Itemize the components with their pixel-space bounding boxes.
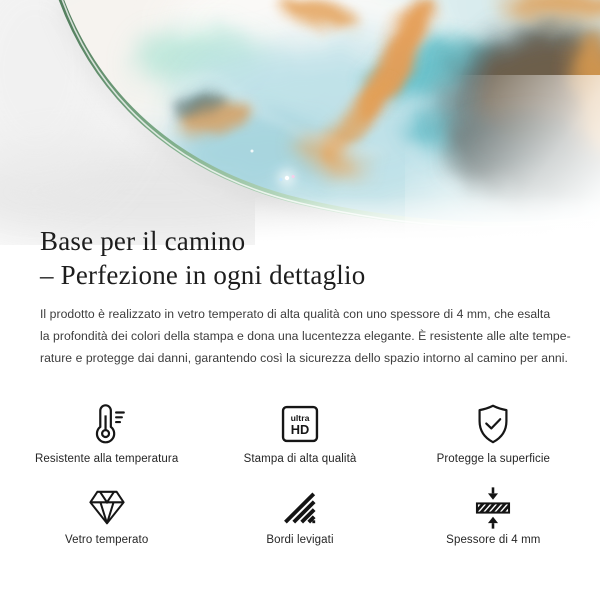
feature-label: Stampa di alta qualità	[243, 453, 357, 465]
feature-label: Bordi levigati	[266, 534, 334, 546]
diamond-icon	[86, 486, 128, 530]
product-image	[0, 0, 600, 245]
feature-thickness	[397, 486, 590, 546]
feature-surface-protection	[397, 399, 590, 465]
glass-panel-illustration	[0, 0, 600, 245]
ultra-hd-text-bottom: HD	[290, 422, 310, 438]
product-title	[40, 224, 365, 292]
features-row-1	[10, 399, 590, 465]
shield-check-icon	[470, 399, 516, 449]
feature-tempered-glass	[10, 486, 203, 546]
description-line: Il prodotto è realizzato in vetro temperato di alta qualità con uno spessore di 4 mm, che esalta	[40, 307, 551, 321]
description-line: la profondità dei colori della stampa e dona una lucentezza elegante. È resistente alle alte tempe-	[40, 329, 571, 343]
thickness-icon	[471, 486, 515, 530]
product-description	[40, 303, 585, 369]
product-title-line2: – Perfezione in ogni dettaglio	[40, 260, 366, 290]
thermometer-icon	[84, 399, 130, 449]
feature-polished-edges	[203, 486, 396, 546]
ultra-hd-text-top: ultra	[290, 412, 310, 423]
ultra-hd-icon	[278, 399, 322, 449]
description-line: rature e protegge dai danni, garantendo così la sicurezza dello spazio intorno al camino per anni.	[40, 351, 568, 365]
polished-edges-icon	[280, 486, 320, 530]
feature-label: Protegge la superficie	[436, 453, 551, 465]
feature-label: Resistente alla temperatura	[35, 453, 179, 465]
feature-label: Vetro temperato	[65, 534, 149, 546]
feature-heat-resistant	[10, 399, 203, 465]
product-title-line1: Base per il camino	[40, 226, 246, 256]
feature-label: Spessore di 4 mm	[446, 534, 541, 546]
features-row-2	[10, 486, 590, 546]
feature-print-quality	[203, 399, 396, 465]
